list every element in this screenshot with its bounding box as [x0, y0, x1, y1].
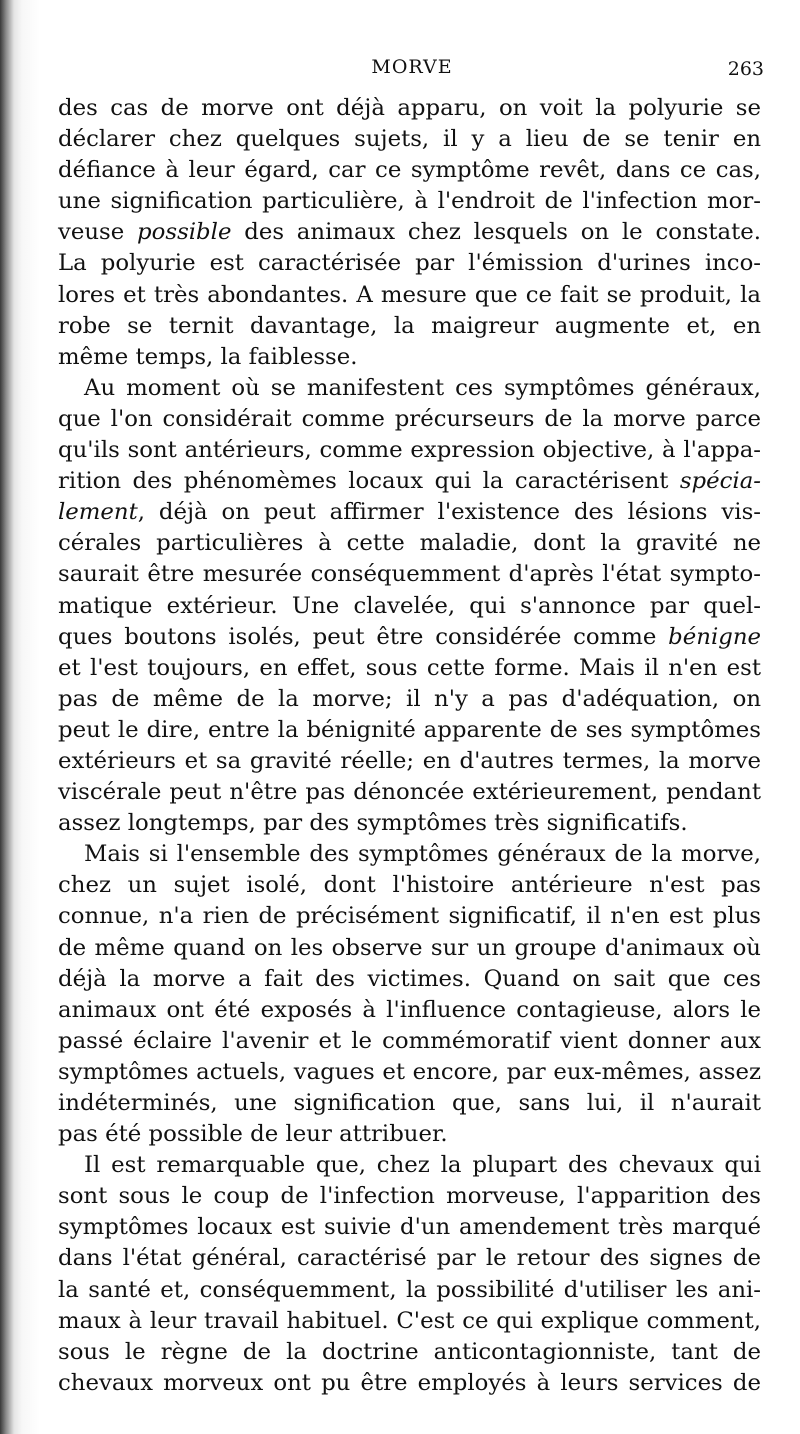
- text-line: passé éclaire l'avenir et le commémoratif vient donner aux: [58, 1027, 761, 1054]
- text-line: connue, n'a rien de précisément significatif, il n'en est plus: [58, 903, 761, 930]
- text-line: de même quand on les observe sur un groupe d'animaux où: [58, 934, 761, 961]
- text-line: Il est remarquable que, chez la plupart des chevaux qui: [84, 1152, 761, 1179]
- running-title: MORVE: [371, 56, 453, 78]
- text-line: Au moment où se manifestent ces symptômes généraux,: [84, 374, 761, 401]
- paragraph: [58, 93, 761, 373]
- text-line: cérales particulières à cette maladie, dont la gravité ne: [58, 530, 761, 557]
- text-line: viscérale peut n'être pas dénoncée extérieurement, pendant: [58, 779, 761, 806]
- italic-word: spécia-: [679, 468, 761, 495]
- text-line: la santé et, conséquemment, la possibilité d'utiliser les ani-: [58, 1276, 761, 1303]
- page-header: [60, 56, 764, 86]
- text-line: lores et très abondantes. A mesure que ce fait se produit, la: [58, 281, 761, 308]
- page-number: 263: [727, 58, 764, 80]
- text-line: La polyurie est caractérisée par l'émission d'urines inco-: [58, 250, 761, 277]
- text-line: des cas de morve ont déjà apparu, on voit la polyurie se: [58, 95, 761, 121]
- text-line: déjà la morve a fait des victimes. Quand on sait que ces: [58, 965, 761, 992]
- paragraph: [58, 373, 761, 839]
- text-line: rition des phénomèmes locaux qui la caractérisent spécia-: [58, 468, 761, 495]
- text-line: Mais si l'ensemble des symptômes généraux de la morve,: [84, 841, 761, 868]
- text-line: symptômes locaux est suivie d'un amendement très marqué: [58, 1214, 761, 1241]
- text-line: et l'est toujours, en effet, sous cette forme. Mais il n'en est: [58, 654, 761, 681]
- text-line: symptômes actuels, vagues et encore, par eux-mêmes, assez: [58, 1058, 761, 1085]
- text-line: déclarer chez quelques sujets, il y a lieu de se tenir en: [58, 126, 761, 153]
- text-line: animaux ont été exposés à l'influence contagieuse, alors le: [58, 996, 761, 1023]
- text-line: une signification particulière, à l'endroit de l'infection mor-: [58, 188, 761, 215]
- text-line: pas de même de la morve; il n'y a pas d'adéquation, on: [58, 685, 761, 712]
- text-line: maux à leur travail habituel. C'est ce qui explique comment,: [58, 1307, 761, 1334]
- text-line: ques boutons isolés, peut être considérée comme bénigne: [58, 623, 761, 650]
- text-line: sous le règne de la doctrine anticontagionniste, tant de: [58, 1338, 761, 1365]
- text-line: robe se ternit davantage, la maigreur augmente et, en: [58, 312, 761, 339]
- italic-word: lement: [58, 499, 138, 526]
- italic-word: bénigne: [668, 623, 761, 650]
- text-line: saurait être mesurée conséquemment d'après l'état sympto-: [58, 561, 761, 588]
- text-line: sont sous le coup de l'infection morveuse, l'apparition des: [58, 1183, 761, 1210]
- text-line: chevaux morveux ont pu être employés à leurs services de: [58, 1369, 761, 1396]
- text-line: même temps, la faiblesse.: [58, 343, 358, 370]
- paragraph: [58, 839, 761, 1150]
- italic-word: possible: [137, 219, 232, 246]
- text-line: que l'on considérait comme précurseurs de la morve parce: [58, 405, 761, 432]
- text-line: pas été possible de leur attribuer.: [58, 1121, 448, 1148]
- text-line: peut le dire, entre la bénignité apparente de ses symptômes: [58, 716, 761, 743]
- body-text: [58, 93, 761, 1399]
- text-line: dans l'état général, caractérisé par le retour des signes de: [58, 1245, 761, 1272]
- text-line: matique extérieur. Une clavelée, qui s'annonce par quel-: [58, 592, 761, 619]
- text-line: extérieurs et sa gravité réelle; en d'autres termes, la morve: [58, 747, 761, 774]
- text-line: indéterminés, une signification que, sans lui, il n'aurait: [58, 1090, 761, 1116]
- text-line: lement, déjà on peut affirmer l'existence des lésions vis-: [58, 499, 761, 526]
- text-line: chez un sujet isolé, dont l'histoire antérieure n'est pas: [58, 872, 761, 899]
- text-line: qu'ils sont antérieurs, comme expression objective, à l'appa-: [58, 437, 761, 464]
- paragraph: [58, 1150, 761, 1399]
- text-line: défiance à leur égard, car ce symptôme revêt, dans ce cas,: [58, 157, 761, 184]
- text-line: veuse possible des animaux chez lesquels on le constate.: [58, 219, 761, 246]
- text-line: assez longtemps, par des symptômes très significatifs.: [58, 810, 688, 837]
